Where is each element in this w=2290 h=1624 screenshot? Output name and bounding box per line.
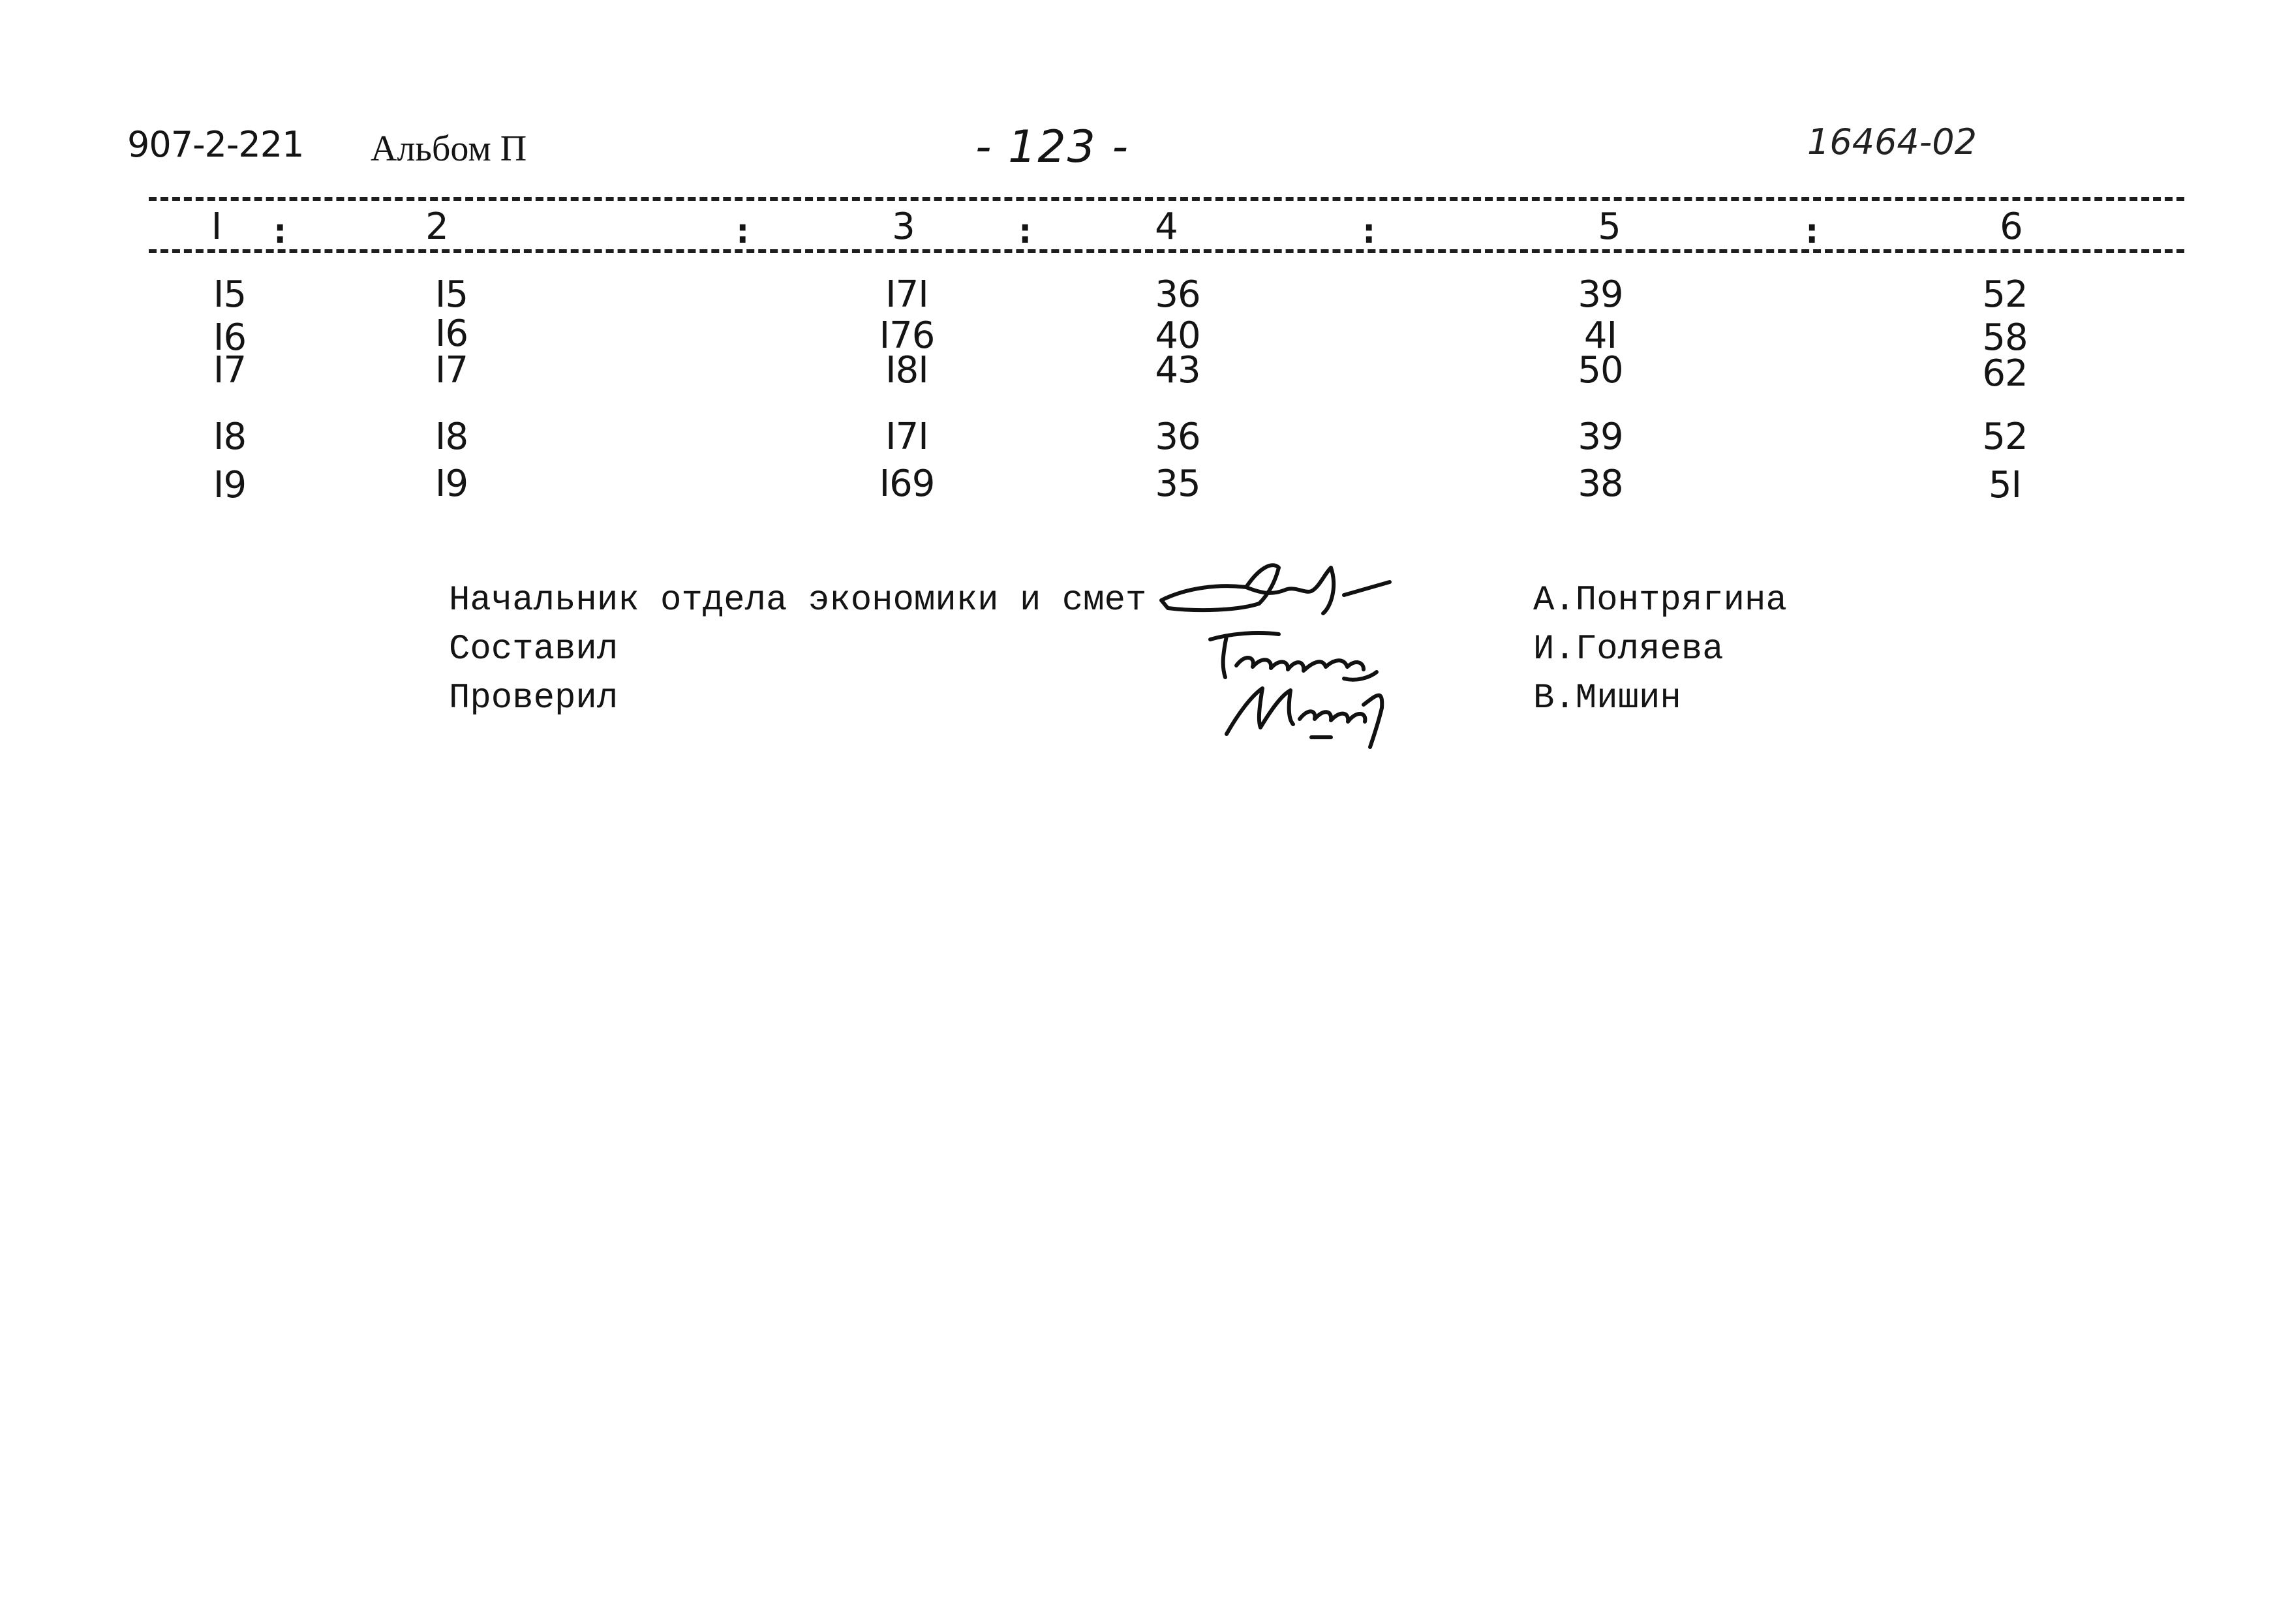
table-cell: I76: [879, 314, 935, 357]
column-separator: :: [1015, 210, 1036, 251]
table-cell: I6: [213, 316, 247, 359]
column-header-2: 2: [425, 206, 449, 248]
page-number: - 123 -: [975, 121, 1130, 173]
column-separator: :: [269, 210, 291, 251]
signature-pontryagina: [1161, 565, 1390, 613]
table-cell: 36: [1155, 416, 1200, 458]
table-cell: 39: [1578, 273, 1623, 316]
signatory-name: И.Голяева: [1533, 630, 1724, 669]
table-cell: 38: [1578, 463, 1623, 505]
column-separator: :: [1358, 210, 1380, 251]
table-top-rule: [149, 197, 2184, 201]
column-separator: :: [1801, 210, 1823, 251]
column-header-6: 6: [2000, 206, 2023, 248]
table-cell: 50: [1578, 349, 1623, 391]
column-header-5: 5: [1598, 206, 1621, 248]
signature-role: Составил: [449, 630, 618, 669]
column-separator: :: [732, 210, 754, 251]
table-cell: 52: [1982, 273, 2028, 316]
table-cell: 43: [1155, 349, 1200, 391]
handwritten-signatures: [1148, 548, 1527, 750]
table-cell: I8: [213, 416, 247, 458]
column-header-4: 4: [1155, 206, 1178, 248]
table-cell: 62: [1982, 352, 2028, 395]
signature-mishin: [1227, 688, 1382, 747]
signature-role: Проверил: [449, 679, 618, 718]
table-cell: 52: [1982, 416, 2028, 458]
table-cell: I5: [435, 273, 468, 316]
table-header-rule: [149, 249, 2184, 253]
table-cell: I9: [435, 463, 468, 505]
table-cell: I7: [435, 349, 468, 391]
column-header-1: I: [211, 206, 222, 248]
column-header-3: 3: [892, 206, 915, 248]
table-cell: 36: [1155, 273, 1200, 316]
table-cell: I8: [435, 416, 468, 458]
table-cell: 5I: [1988, 464, 2022, 506]
table-cell: 58: [1982, 316, 2028, 359]
signature-role: Начальник отдела экономики и смет: [449, 581, 1147, 620]
document-code: 907-2-221: [127, 124, 304, 165]
table-cell: I7I: [885, 416, 928, 458]
table-cell: 40: [1155, 314, 1200, 357]
table-cell: I69: [879, 463, 935, 505]
table-cell: I5: [213, 273, 247, 316]
table-cell: 39: [1578, 416, 1623, 458]
table-cell: I7: [213, 349, 247, 391]
archive-number: 16464-02: [1807, 121, 1977, 162]
table-cell: I6: [435, 313, 468, 355]
signatory-name: А.Понтрягина: [1533, 581, 1787, 620]
signature-golyaeva: [1210, 633, 1377, 680]
signatory-name: В.Мишин: [1533, 679, 1681, 718]
table-cell: 4I: [1583, 314, 1617, 357]
table-cell: I8I: [885, 349, 928, 391]
album-label: Альбом П: [371, 129, 527, 169]
table-cell: I7I: [885, 273, 928, 316]
table-cell: I9: [213, 464, 247, 506]
table-cell: 35: [1155, 463, 1200, 505]
